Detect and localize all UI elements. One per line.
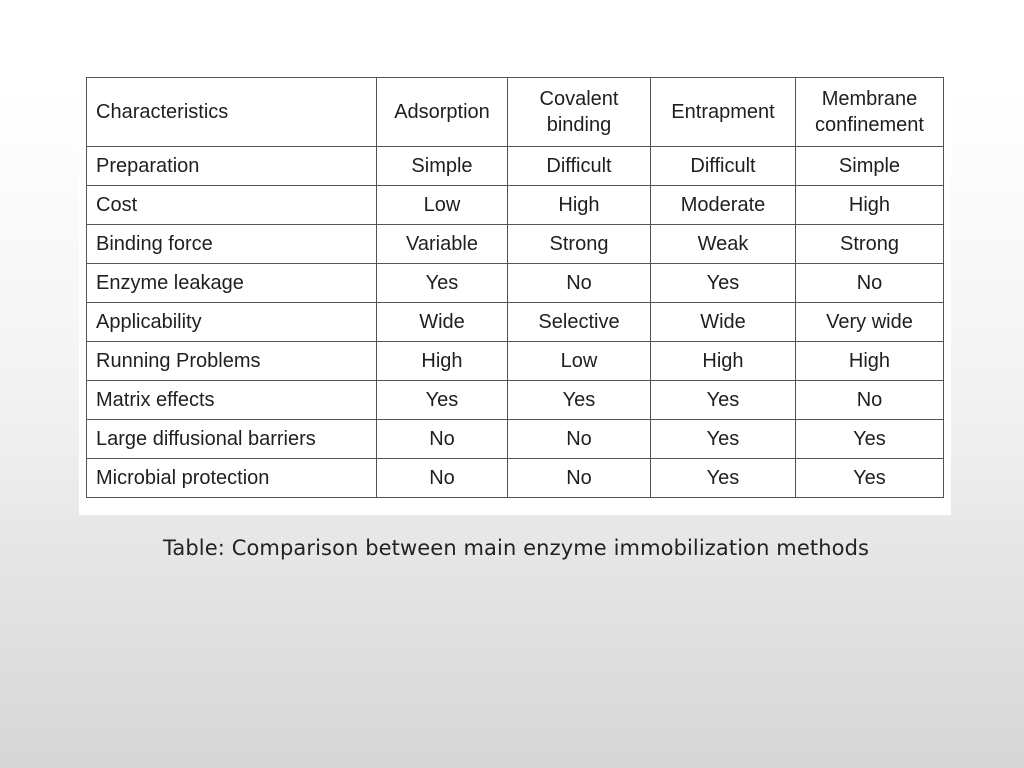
column-header-text: Covalent (539, 88, 619, 110)
table-row (87, 264, 944, 303)
table-caption: Table: Comparison between main enzyme immobilization methods (162, 536, 870, 560)
table-body (87, 147, 944, 498)
table-cell: No (508, 459, 651, 498)
row-label-cell: Large diffusional barriers (87, 420, 377, 459)
row-label-cell: Enzyme leakage (87, 264, 377, 303)
table-cell: Yes (377, 381, 508, 420)
column-header (651, 78, 796, 147)
table-cell: No (377, 420, 508, 459)
table-cell: Simple (796, 147, 944, 186)
column-header (796, 78, 944, 147)
table-cell: Simple (377, 147, 508, 186)
table-row (87, 303, 944, 342)
table-cell: Low (508, 342, 651, 381)
row-label-cell: Preparation (87, 147, 377, 186)
table-cell: High (508, 186, 651, 225)
column-header (87, 78, 377, 147)
table-cell: Yes (651, 381, 796, 420)
column-header-text: Adsorption (394, 101, 490, 123)
table-header (87, 78, 944, 147)
table-cell: Yes (651, 459, 796, 498)
table-cell: Yes (796, 459, 944, 498)
table-cell: No (796, 381, 944, 420)
row-label-cell: Microbial protection (87, 459, 377, 498)
table-row (87, 381, 944, 420)
table-cell: Low (377, 186, 508, 225)
table-cell: High (796, 186, 944, 225)
table-cell: Weak (651, 225, 796, 264)
table-cell: Selective (508, 303, 651, 342)
table-row (87, 147, 944, 186)
column-header-text: binding (546, 114, 612, 136)
column-header (508, 78, 651, 147)
table-cell: Yes (508, 381, 651, 420)
table-cell: High (377, 342, 508, 381)
row-label-cell: Cost (87, 186, 377, 225)
table-cell: Difficult (651, 147, 796, 186)
table-cell: Variable (377, 225, 508, 264)
table-cell: Difficult (508, 147, 651, 186)
table-cell: No (377, 459, 508, 498)
table-cell: High (651, 342, 796, 381)
table-cell: Wide (377, 303, 508, 342)
column-header-text: Membrane (821, 88, 918, 110)
table-cell: Strong (508, 225, 651, 264)
table-cell: Yes (796, 420, 944, 459)
table-cell: Yes (651, 264, 796, 303)
table-row (87, 459, 944, 498)
comparison-table (86, 77, 944, 498)
row-label-cell: Binding force (87, 225, 377, 264)
column-header-text: confinement (815, 114, 924, 136)
table-cell: Wide (651, 303, 796, 342)
row-label-cell: Applicability (87, 303, 377, 342)
table-cell: Very wide (796, 303, 944, 342)
table-row (87, 225, 944, 264)
row-label-cell: Matrix effects (87, 381, 377, 420)
table-row (87, 420, 944, 459)
table-row (87, 342, 944, 381)
table-cell: Yes (651, 420, 796, 459)
table-cell: Strong (796, 225, 944, 264)
row-label-cell: Running Problems (87, 342, 377, 381)
table-cell: Moderate (651, 186, 796, 225)
header-row (87, 78, 944, 147)
column-header-text: Characteristics (96, 101, 229, 123)
table-cell: High (796, 342, 944, 381)
table-cell: Yes (377, 264, 508, 303)
table-cell: No (508, 264, 651, 303)
table-row (87, 186, 944, 225)
table-cell: No (508, 420, 651, 459)
column-header (377, 78, 508, 147)
table-cell: No (796, 264, 944, 303)
column-header-text: Entrapment (671, 101, 775, 123)
table-panel (79, 70, 951, 515)
